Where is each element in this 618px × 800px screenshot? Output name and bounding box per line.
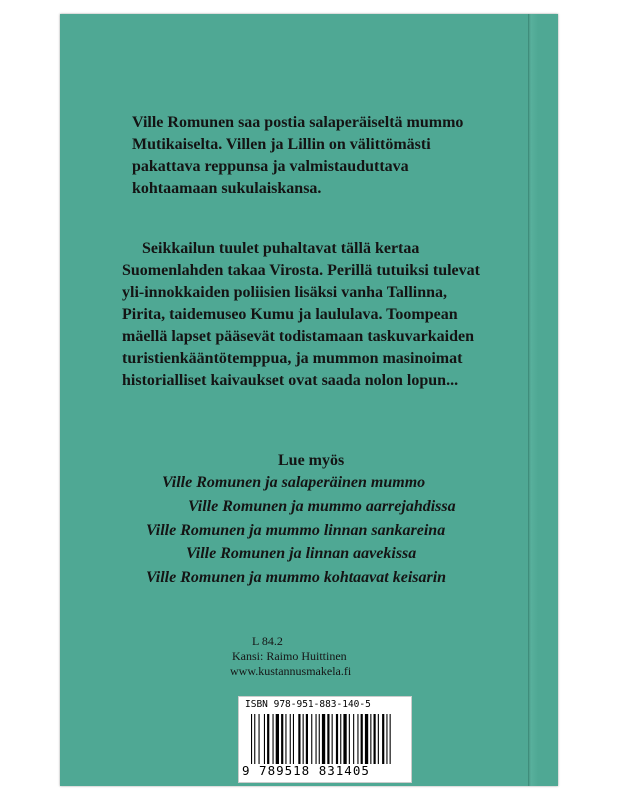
also-read-title: Ville Romunen ja salaperäinen mummo (162, 474, 426, 491)
isbn-label: ISBN 978-951-883-140-5 (245, 699, 371, 710)
barcode-number: 9 789518 831405 (242, 763, 370, 778)
description-line: Pirita, taidemuseo Kumu ja laululava. Toompean (122, 306, 458, 323)
description-line: Suomenlahden takaa Virosta. Perillä tutuiksi tulevat (122, 262, 480, 279)
description-line: Seikkailun tuulet puhaltavat tällä kertaa (142, 240, 420, 257)
book-back-cover (60, 14, 558, 786)
description-line: Ville Romunen saa postia salaperäiseltä mummo (132, 114, 464, 131)
barcode-bars (251, 714, 401, 764)
description-paragraph-2 (122, 238, 480, 392)
also-read-title: Ville Romunen ja mummo aarrejahdissa (188, 498, 456, 515)
description-line: mäellä lapset pääsevät todistamaan taskuvarkaiden (122, 328, 475, 345)
publisher-website: www.kustannusmakela.fi (230, 664, 352, 678)
description-line: kohtaamaan sukulaiskansa. (132, 180, 322, 197)
description-line: pakattava reppunsa ja valmistauduttava (132, 158, 409, 175)
also-read-title: Ville Romunen ja linnan aavekissa (186, 545, 417, 562)
also-read-heading: Lue myös (278, 452, 345, 469)
description-line: turistienkääntötemppua, ja mummon masinoimat (122, 350, 463, 367)
description-line: yli-innokkaiden poliisien lisäksi vanha Tallinna, (122, 284, 448, 301)
also-read-title: Ville Romunen ja mummo linnan sankareina (146, 522, 446, 539)
description-line: Mutikaiselta. Villen ja Lillin on välittömästi (132, 136, 431, 153)
also-read-title: Ville Romunen ja mummo kohtaavat keisarin (146, 569, 447, 586)
spine-crease (528, 14, 529, 786)
isbn-barcode (238, 696, 412, 783)
class-code: L 84.2 (252, 634, 283, 648)
description-paragraph-1 (132, 112, 463, 200)
description-line: historialliset kaivaukset ovat saada nolon lopun... (122, 372, 459, 389)
cover-credit: Kansi: Raimo Huittinen (232, 649, 347, 663)
book-spine-edge (528, 14, 558, 786)
